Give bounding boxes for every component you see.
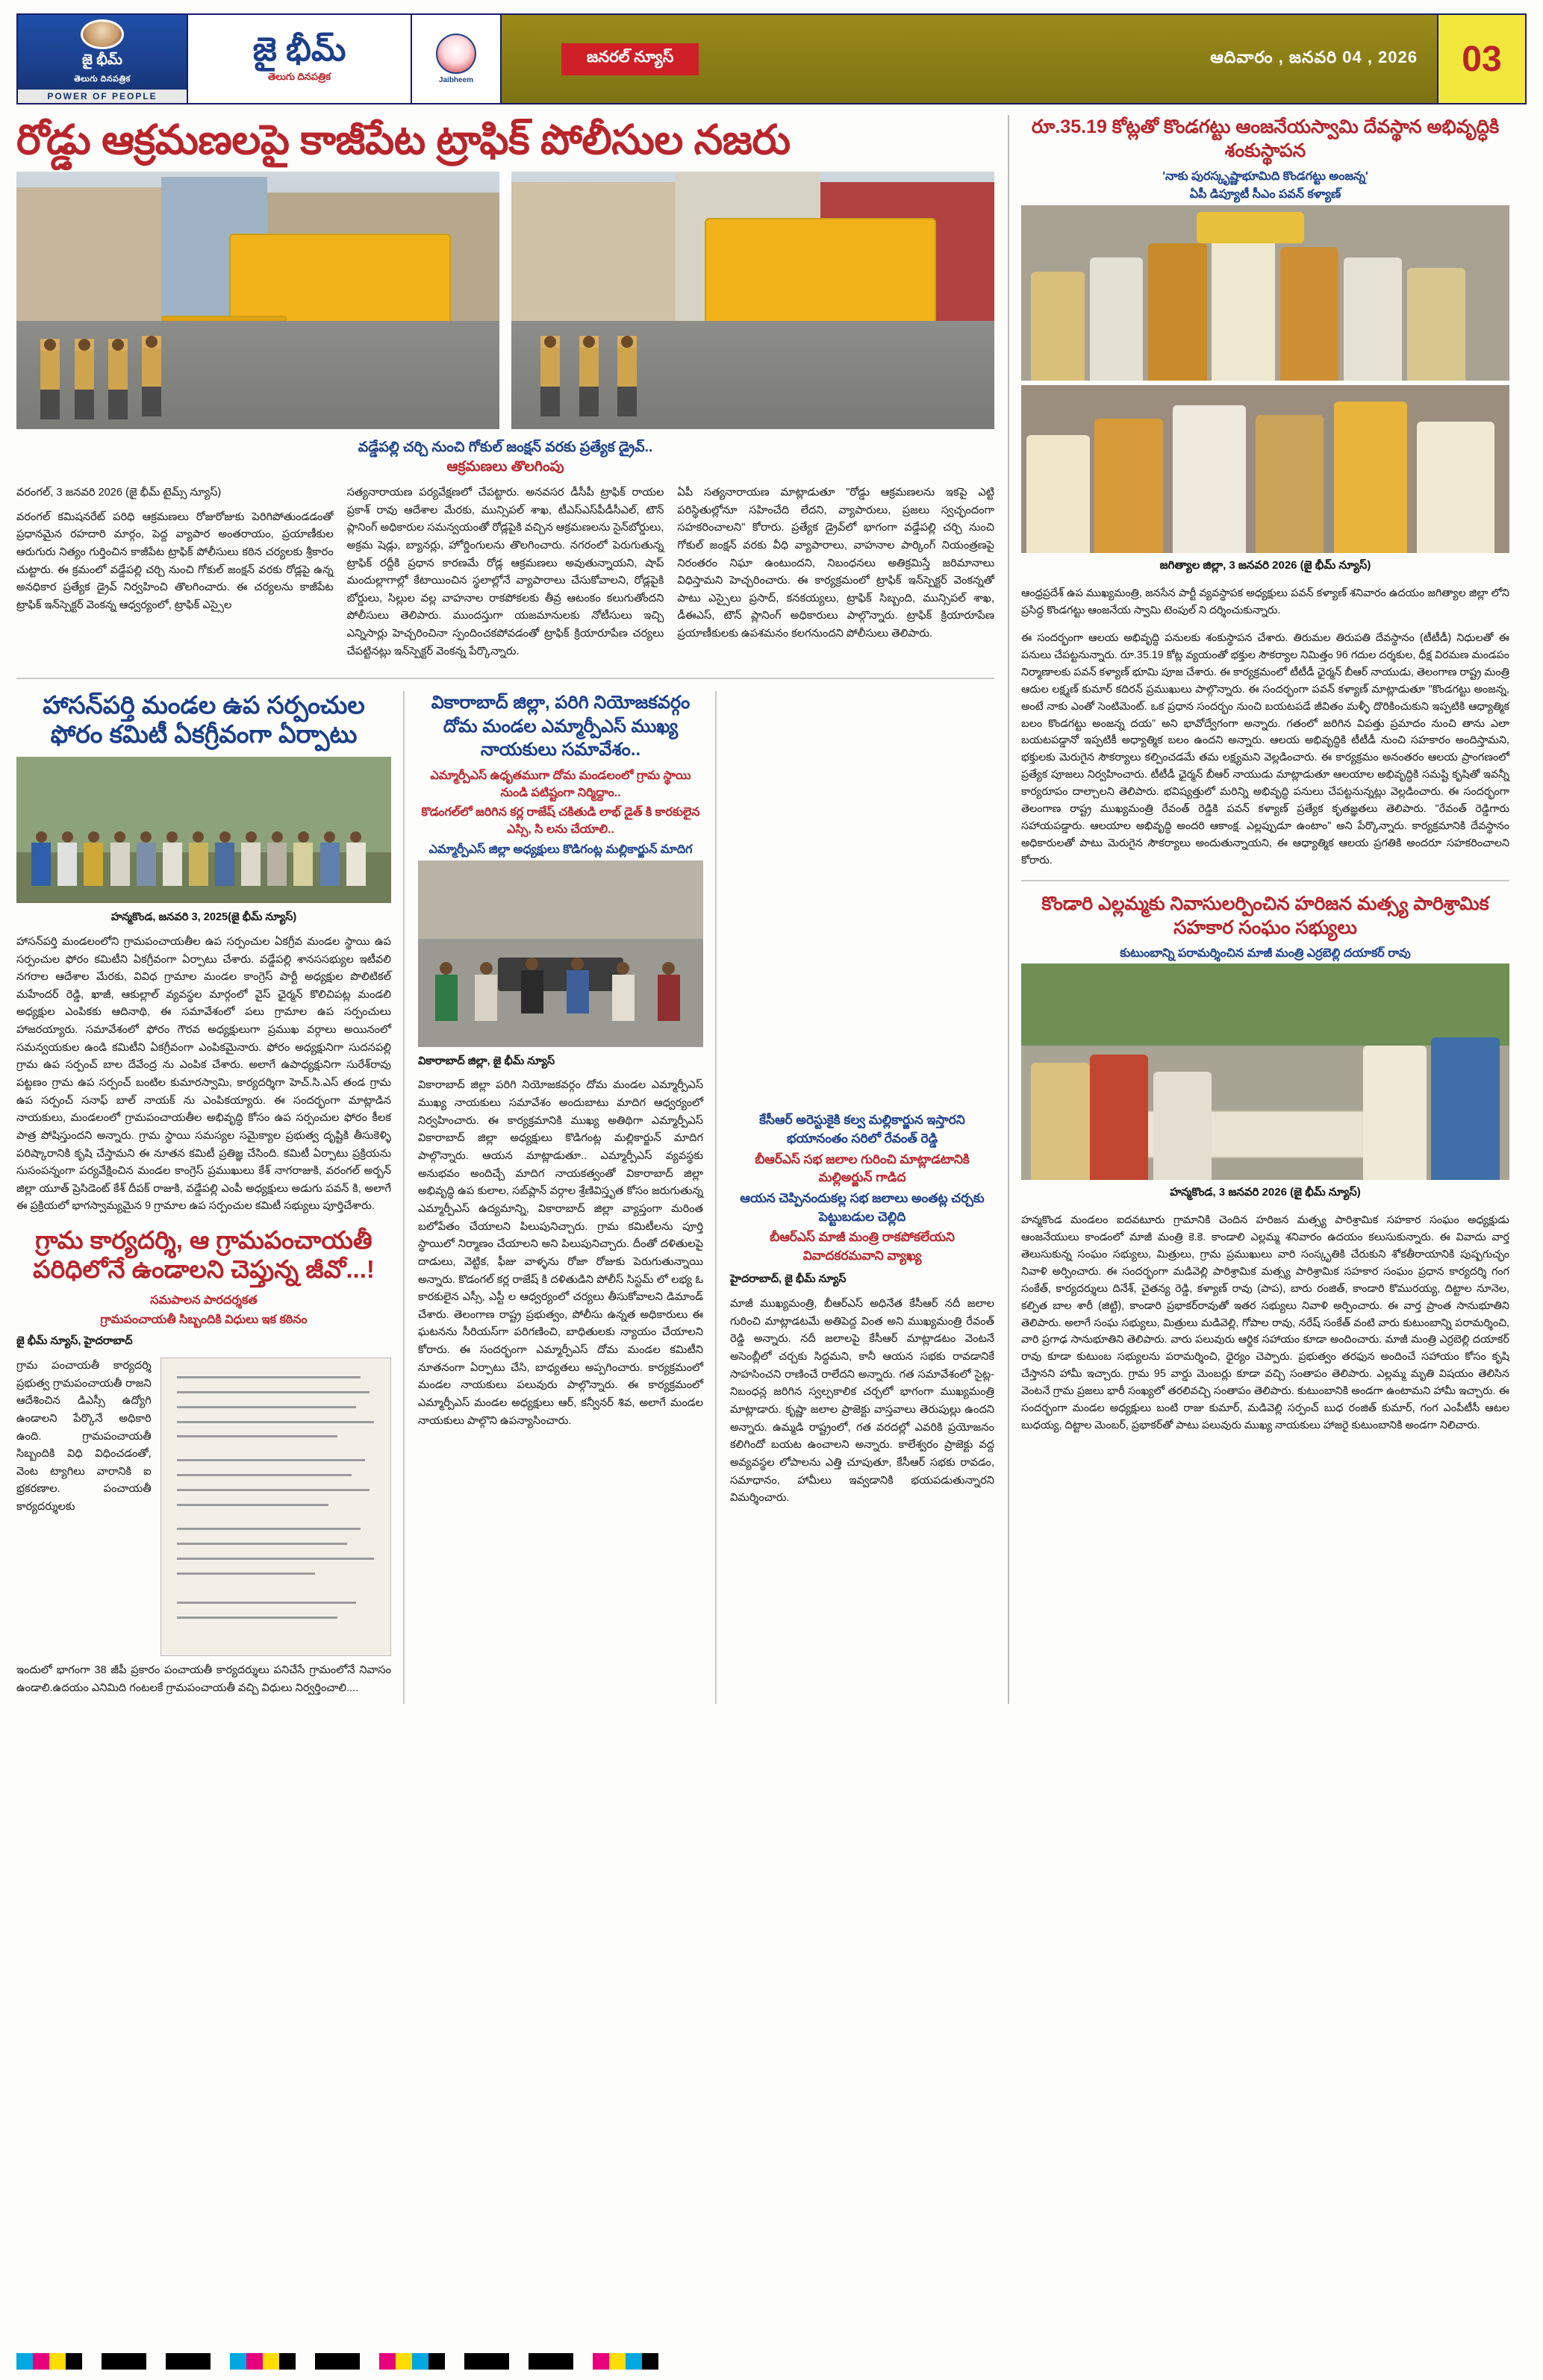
left-lower-section [16,691,994,1704]
story-a-photo [16,757,391,903]
lead-caption-red: ఆక్రమణలు తొలగింపు [446,458,564,475]
story-b-headline: గ్రామ కార్యదర్శి, ఆ గ్రామపంచాయతీ పరిధిలోనే ఉండాలని చెప్తున్న జీవో...! [33,1226,375,1284]
story-a-headline: హాసన్‌పర్తి మండల ఉప సర్పంచుల ఫోరం కమిటీ ఏకగ్రీవంగా ఏర్పాటు [43,691,365,749]
page-number-box [1437,15,1525,103]
masthead-brand-title: జై భీమ్ [252,31,346,68]
lead-body-columns [16,484,994,667]
story-b-sub-1: సమపాలన పారదర్శకత [150,1293,258,1307]
right-story-2-sub: కుటుంబాన్ని పరామర్శించిన మాజీ మంత్రి ఎర్రబెల్లి దయాకర్ రావు [1120,946,1411,960]
divider-right [1021,880,1509,881]
masthead-logo-title: జై భీమ్ [82,52,122,68]
masthead-logo-sub: తెలుగు దినపత్రిక [74,75,131,84]
color-bar-1 [16,2353,82,2370]
story-b-sub-2: గ్రామపంచాయతీ సిబ్బందికి విధులు ఇక కఠినం [100,1314,308,1327]
story-a-block [16,691,405,1704]
story-b-body-2: ఇందులో భాగంగా 38 జీపీ ప్రకారం పంచాయతీ కార్యదర్శులు పనిచేసే గ్రామంలోనే నివాసం ఉండాలి.ఉదయం ఎనిమిది గంటలకే గ్రామపంచాయతీ వచ్చి విధులు నిర్వర్తించాలి.... [16,1664,391,1694]
lead-dateline: వరంగల్, 3 జనవరి 2026 (జై భీమ్ టైమ్స్ న్యూస్) [16,486,222,499]
story-d-line-2: బీఆర్ఎస్ సభ జలాల గురించి మాట్లాడటానికి మల్లిఅర్జున్ గాడిద [755,1152,970,1185]
right-story-1-photo-1 [1021,205,1509,381]
masthead-logo [18,15,188,103]
masthead-emblem [412,15,502,103]
section-category: జనరల్ న్యూస్ [561,43,699,75]
emblem-icon [436,34,476,74]
story-c-dateline: వికారాబాద్ జిల్లా, జై భీమ్ న్యూస్ [418,1055,555,1067]
story-d-block [730,691,994,1704]
emblem-label: Jaibheem [438,76,474,84]
story-c-headline: వికారాబాద్ జిల్లా, పరిగి నియోజకవర్గం దోమ మండల ఎమ్మార్పీఎస్ ముఖ్య నాయకులు సమావేశం.. [431,693,691,760]
right-story-2-location: హన్మకొండ, 3 జనవరి 2026 (జై భీమ్ న్యూస్) [1170,1186,1361,1199]
story-a-body: హాసన్‌పర్తి మండలంలోని గ్రామపంచాయతీల ఉప సర్పంచుల ఏకగ్రీవ మండల స్థాయి ఉప సర్పంచుల ఫోరం కమిటీని ఏకగ్రీవంగా ఏర్పాటు చేశారు. వడ్డేపల్లి శానససభ్యుల ఇటీవలి నగరాల ఆదేశాల మేరకు, వివిధ గ్రామాల మండల కాంగ్రెస్ పార్టీ అధ్యక్షుల పొలిటికల్ మహేందర్ రెడ్డి, ఖాజీ, ఆకుల్లాల్ వ్యవస్థల మార్గంలో వైస్ ఛైర్మన్ కొలిచిపట్ల మండలి అధ్యక్షుల ఎంపికకు ఆదినాథి, ఈ సమావేశంలో పలు గ్రామాల ఉప సర్పంచులు హాజరయ్యారు. సమావేశంలో ఫోరం గౌరవ అధ్యక్షులుగా ప్రముఖ వర్గాలు అయినంలో సమన్వయకుల ఉండి కమిటీని ఏకగ్రీవంగా ఎంపికమైనారు. ఫోరం అధ్యక్షునిగా సుదనపల్లి గ్రామ ఉప సర్పంచ్ బాల దేవేంద్ర ను ఎంపిక చేశారు. అలాగే ఉపాధ్యక్షునిగా సురేశ్‌రావు పట్టణం గ్రామ ఉప సర్పంచ్ బంటిల కుమారస్వామి, కార్యదర్శిగా హెచ్.సి.ఎస్ తండ గ్రామ ఉప సర్పంచ్ సనాఫ్ బాల్ నాయక్ ను ఎంపికయ్యారు. ఈ సందర్భంగా మాట్లాడిన నాయకులు, మండలంలో గ్రామపంచాయతీల అభివృద్ధి కోసం ఉప సర్పంచుల ఫోరం కీలక పాత్ర పోషిస్తుందని అన్నారు. గ్రామ స్థాయి సమస్యల సమైక్యాల ప్రభుత్వ దృష్టికి తీసుకెళ్ళి పరిష్కారానికి కృషి చేస్తామని ఈ నూతన కమిటీ ప్రతిజ్ఞ చేసింది. కమిటీ ఏర్పాటు ప్రక్రియను సుసంపన్నంగా పర్యవేక్షించిన మండల కాంగ్రెస్ ప్రముఖులు కేశ్ నాగరాజుకి, వరంగల్ అర్బన్ జిల్లా యూత్ ప్రెసిడెంట్ కేశ్ దీపక్ రాజుకి, వడ్డేపల్లి ఎంపీ అధ్యక్షులు అడుగు పవన్ కి, అలాగే ఈ ప్రక్రియలో భాగస్వామ్యమైన 9 గ్రామాల ఉప సర్పంచుల కమిటీ సభ్యులు పూర్తిచేశారు. [16,935,391,1213]
page-content [16,115,1527,1704]
story-d-dateline: హైదరాబాద్, జై భీమ్ న్యూస్ [730,1273,847,1286]
story-d-line-4: బీఆర్ఎస్ మాజీ మంత్రి రాకపోకలేయని వివాదకరమవాని వ్యాఖ్య [770,1230,955,1263]
right-story-2-photo [1021,963,1509,1180]
story-c-body: వికారాబాద్ జిల్లా పరిగి నియోజకవర్గం దోమ మండల ఎమ్మార్పీఎస్ ముఖ్య నాయకులు సమావేశం అందుబాటు మాదిగ ఆధ్వర్యంలో నిర్వహించారు. ఈ కార్యక్రమానికి ముఖ్య అతిథిగా ఎమ్మార్పీఎస్ వికారాబాద్ జిల్లా అధ్యక్షులు కొడిగంట్ల మల్లికార్జున్ మాదిగ పాల్గొన్నారు. ఆయన మాట్లాడుతూ.. ఎమ్మార్పీఎస్ వ్యవస్థకు అనుభవం అందిచ్చే మాదిగ నాయకత్వంతో వికారాబాద్ జిల్లా అభివృద్ధి ఉప కులాల, సబ్‌ప్లాన్ వర్గాల శ్రేణివిస్తృత కోసం జరుగుతున్న ఎమ్మార్పీఎస్ ఉద్యమాన్ని, వికారాబాద్ జిల్లా వ్యాప్తంగా మరింత బలోపేతం చేయాలని పిలుపునిచ్చారు. గ్రామ కమిటీలను పూర్తి స్థాయిలో నిర్మాణం చేయాలని అని పిలుపునిచ్చారు. దీంతో దళితులపై దాడులు, వెట్టిక, ఫీజు వాళ్ళను రోజా రోజుకు పెరుగుతున్నాయి అన్నారు. కొడంగల్ కర్ల రాజేష్ కి దళితుడిని పోలీస్ సిస్టమ్ లో లభ్య ఓ కారకులైన ఎస్సీ, ఎస్టీ ల ఆధ్వర్యంలో చర్యలు తీసుకోవాలని డిమాండ్ చేశారు. తెలంగాణ రాష్ట్ర ప్రభుత్వం, పోలీసు ఉన్నత అధికారులు ఈ ఘటనను సీరియస్‌గా పరిగణించి, బాధితులకు న్యాయం చేయాలని కోరారు. ఈ సందర్భంగా ఎమ్మార్పీఎస్ దోమ మండల కమిటీని నూతనంగా ఏర్పాటు చేసి, బాధ్యతలు అప్పగించారు. కార్యక్రమంలో మండల నాయకులు పలువురు పాల్గొన్నారు. ఈ కార్యక్రమంలో ఎమ్మార్పీఎస్ మండల అధ్యక్షులు ఆర్, కన్వీనర్ శివ, అలాగే మండల నాయకులు పాల్గొని ఉపన్యాసించారు. [418,1079,703,1427]
right-column [1008,115,1509,1704]
lead-photo-1 [16,172,499,429]
story-c-line-2: కొడంగల్‌లో జరిగిన కర్ల రాజేష్ చకితుడి లాభ్ డైత్ కి కారకులైన ఎస్సి, సి లను చేయాలి.. [421,806,700,837]
color-bar-black-5 [529,2353,573,2370]
lead-col-2: సత్యనారాయణ పర్యవేక్షణలో చేపట్టారు. అనవసర డీసీపీ ట్రాఫిక్ రాయల ప్రకాశ్ రావు ఆదేశాల మేరకు, మున్సిపల్ శాఖ, టీఎస్‌ఎస్‌పీడీసీఎల్, టౌన్ ప్లానింగ్ అధికారుల సమన్వయంతో రోడ్లపైకి వచ్చిన ఆక్రమణలను సైన్‌బోర్డులు, అక్రమ షెడ్లు, బ్యానర్లు, హోర్డింగులను తొలగించారు. నగరంలో పెరుగుతున్న ట్రాఫిక్ రద్దీకి ప్రధాన కారణమే రోడ్ల ఆక్రమణలు అవుతున్నాయని, షాప్ మందుల్లాగాల్లో కేటాయించిన స్థలాల్లోనే వ్యాపారాలు చేసుకోవాలని, రోడ్లపైకి బోర్డులు, సిల్లుల వల్ల వాహనాల రాకపోకలకు తీవ్ర ఆటంకం కలుగుతోందని పోలీసులు తెలిపారు. ముందస్తుగా యజమానులకు నోటీసులు ఇచ్చి ఎన్నిసార్లు హెచ్చరించినా స్పందించకపోవడంతో ట్రాఫిక్ క్రియారూపేణ చర్యలు చేపట్టినట్లు ఇన్‌స్పెక్టర్ వెంకన్న పేర్కొన్నారు. [346,486,664,658]
color-bar-4 [593,2353,658,2370]
issue-date: ఆదివారం , జనవరి 04 , 2026 [1210,47,1418,66]
lead-photo-row [16,172,994,429]
right-story-1-headline: రూ.35.19 కోట్లతో కొండగట్టు ఆంజనేయస్వామి దేవస్థాన అభివృద్ధికి శంకుస్థాపన [1031,116,1500,161]
story-c-block [418,691,717,1704]
lead-caption-blue: వడ్డేపల్లి చర్చి నుంచి గోకుల్ జంక్షన్ వరకు ప్రత్యేక డ్రైవ్.. [358,440,653,456]
story-b-dateline: జై భీమ్ న్యూస్, హైదరాబాద్ [16,1335,133,1348]
right-story-1-photo-2 [1021,385,1509,553]
lead-col-1: వరంగల్ కమిషనరేట్ పరిధి ఆక్రమణలు రోజురోజుకు పెరిగిపోతుండడంతో ప్రధానమైన రహదారి మార్గం, పెద్ద వ్యాపార అంతరాయం, ప్రయాణీకుల ఆరుగురు నిత్యం గుర్తించిన కాజీపేట ట్రాఫిక్ పోలీసులు కఠిన చర్యలకు శ్రీకారం చుట్టారు. ఈ క్రమంలో వడ్డేపల్లి చర్చి నుంచి గోకుల్ జంక్షన్ వరకు రోడ్లపై ఉన్న అనధికార ప్రత్యేక డ్రైవ్ నిర్వహించి తొలగించారు. ఈ చర్యలను కాజీపేట ట్రాఫిక్ ఇన్‌స్పెక్టర్ వెంకన్న ఆధ్వర్యంలో, ట్రాఫిక్ ఎస్సైల [16,510,334,611]
right-story-1-sub-1: 'నాకు పురస్కృష్ణాభూమిది కొండగట్టు అంజన్న' [1162,170,1368,183]
story-c-line-3: ఎమ్మార్పీఎస్ జిల్లా అధ్యక్షులు కొడిగంట్ల మల్లికార్జున్ మాదిగ [428,843,693,856]
divider [16,678,994,679]
story-c-photo [418,861,703,1047]
color-bar-black-1 [102,2353,146,2370]
print-color-bars [16,2353,1527,2370]
story-a-dateline: హన్మకొండ, జనవరి 3, 2025(జై భీమ్ న్యూస్) [110,911,297,924]
left-column [16,115,994,1704]
masthead-brand [188,15,412,103]
lead-headline: రోడ్డు ఆక్రమణలపై కాజీపేట ట్రాఫిక్ పోలీసుల నజరు [16,116,791,163]
masthead [16,13,1527,104]
right-story-1-body: ఈ సందర్భంగా ఆలయ అభివృద్ధి పనులకు శంకుస్థాపన చేశారు. తిరుమల తిరుపతి దేవస్థానం (టీటీడీ) నిధులతో ఈ పనులు చేపట్టనున్నారు. రూ.35.19 కోట్ల వ్యయంతో భక్తుల సౌకర్యాల నిమిత్తం 96 గదుల దర్శకుల, ధీక్ష విరమణ మండపం నిర్మాణాలకు పవన్ కళ్యాణ్ భూమి పూజ చేశారు. ఈ కార్యక్రమంలో టీటీడీ ఛైర్మన్ బీఆర్ నాయుడు, తెలంగాణ రాష్ట్ర మంత్రి ఆదుల లక్ష్మణ్ కుమార్ కదిరన్ ప్రముఖులు పాల్గొన్నారు. ఈ సందర్భంగా పవన్ కళ్యాణ్ మాట్లాడుతూ "కొండగట్టు అంజన్న, అంటే నాకు ఎంతో సెంటిమెంట్. ఒక ప్రధాన సందర్భం నుంచి బయటపడే జీవితం మళ్ళీ దొరికించుకుని ఇప్పటికి ఆధ్యాత్మిక బలం కొండగట్టు అంజన్న దయ" అని భావోద్వేగంగా అన్నారు. గతంలో జరిగిన విపత్తు ప్రమాదం నుంచి తాను ఎలా బయటపడ్డానో ఇప్పటికీ అధ్యాత్మిక బలం ఉందని అన్నారు. ఆలయ అభివృద్ధికి టీటీడీ నుంచి సహకారం అందిస్తామని, భక్తులకు మెరుగైన సౌకర్యాలు కల్పించడమే తమ లక్ష్యమని వెల్లడించారు. ఈ కార్యక్రమం అనంతరం ఆలయ ప్రాంగణంలో ప్రత్యేక పూజలు నిర్వహించారు. టీటీడీ ఛైర్మన్ బీఆర్ నాయుడు మాట్లాడుతూ ఆలయాల అభివృద్ధికి సమష్టి కృషితో ఇవన్నీ కార్యరూపం దాల్చాలని తెలిపారు. భవిష్యత్తులో మరిన్ని అభివృద్ధి పనులు చేపట్టనున్నట్లు వెల్లడించారు. ఈ సందర్భంగా తెలంగాణ రాష్ట్ర ముఖ్యమంత్రి రేవంత్ రెడ్డికి పవన్ కళ్యాణ్ ప్రత్యేక కృతజ్ఞతలు తెలిపారు. "రేవంత్ రెడ్డిగారు సహాయపడ్డారు. ఆలయాల అభివృద్ధి అందరి ఆకాంక్ష. ఎల్లప్పుడూ ఉంటాం" అని పేర్కొన్నారు. కార్యక్రమానికి దేవస్థానం అధికారులతో పాటు మెరుగైన సౌకర్యాలు అందుతున్నాయని, ఈ ఆధ్యాత్మిక ఆలయ ప్రగతికి అందరూ సహకరించాలని కోరారు. [1021,632,1509,866]
lead-col-3: ఏపీ సత్యనారాయణ మాట్లాడుతూ "రోడ్డు ఆక్రమణలను ఇకపై ఎట్టి పరిస్థితుల్లోనూ సహించేది లేదని, వ్యాపారులు, ప్రజలు స్వచ్ఛందంగా సహకరించాలని" కోరారు. ప్రత్యేక డ్రైవ్‌లో భాగంగా వడ్డేపల్లి చర్చి నుంచి గోకుల్ జంక్షన్ వరకు వీధి వ్యాపారాలు, వాహనాల పార్కింగ్ నియంత్రణపై నిరంతరం నిఘా ఉంటుందని, నిబంధనలు అతిక్రమిస్తే జరిమానాలు విధిస్తామని హెచ్చరించారు. ఈ కార్యక్రమంలో ట్రాఫిక్ ఇన్‌స్పెక్టర్ వెంకన్నతో పాటు ఎస్సైలు ప్రసాద్, కనకయ్యలు, ట్రాఫిక్ సిబ్బంది, మున్సిపల్ శాఖ, డీఈఎస్, టౌన్ ప్లానింగ్ అధికారులు పాల్గొన్నారు. ట్రాఫిక్ క్రియారూపేణ ప్రయాణీకులకు ఉపశమనం కలగనుందని పోలీసులు తెలిపారు. [677,486,995,640]
color-bar-black-4 [464,2353,509,2370]
masthead-band [502,15,1437,103]
color-bar-black-3 [315,2353,360,2370]
right-story-2-body: హన్మకొండ మండలం ఐదవటూరు గ్రామానికి చెందిన హరిజన మత్స్య పారిశ్రామిక సహకార సంఘం అధ్యక్షుడు ఆంజనేయులు కాండంలో మాజీ మంత్రి కె.కె. కాండాలి ఎల్లమ్మ శనివారం ఉదయం కలుసుకున్నారు. ఈ వివాదు వార్త తెలుసుకున్న సంఘం సభ్యులు, మిత్రులు, గ్రామ ప్రముఖులు వారి సంస్కృతికి చేరుకుని శోకతీరాయానికి పుష్పగుచ్ఛం నివాళి అర్పించారు. ఈ సందర్భంగా మడివెల్లి పారిశ్రామిక మత్స్య పారిశ్రామిక సహకార సంఘం ప్రధాన కార్యదర్శి గంగ సంకేత్, కార్యదర్శులు దినేశ్, చైతన్య రెడ్డి, కళ్యాణ్ రావు (పాప), బారు రంజిత్, కాండారి కొమురయ్య, దిట్టాల నూనెల, కల్పిత బాల శారీ (జిట్టి), కాండారి ప్రభాకర్‌రావుతో ఇతర సభ్యులు నివాళి అర్పించారు. ఈ వార్త ప్రాంత సానుభూతిని తెలిపారు. అలాగే సంఘ సభ్యులు, మిత్రులు మడివెల్లి, గోపాల రావు, నరేష్ సంకేత్ వంటి వారు కుటుంబాన్ని పరామర్శించి, వారి ప్రగాఢ సానుభూతిని తెలిపారు. వారు పలువురు ఆర్థిక సహాయం కూడా అందించారు. మాజీ మంత్రి ఎర్రబెల్లి దయాకర్ రావు కూడా కుటుంబ సభ్యులను పరామర్శించి, ధైర్యం చెప్పారు. ప్రభుత్వం తరఫున అందించే సహాయం కోసం కృషి చేస్తానని హామీ ఇచ్చారు. గ్రామ 95 వార్డు మెంబర్లు కూడా వచ్చి సంతాపం తెలిపారు. ఎల్లమ్మ మృతి విషయం తెలిసిన వెంటనే గ్రామ ప్రజలు భారీ సంఖ్యలో తరలివచ్చి సంతాపం తెలిపారు. కుటుంబానికి అండగా ఉంటామని హామీ ఇచ్చారు. ఈ సందర్భంగా మండల అధ్యక్షులు బంటి రాజు కుమార్, మడివెల్లి సర్పంచ్ బుధ రంజిత్ కుమార్, గంగ ఎంపీటీసీ ఆటల బుధయ్య, దిట్టాల మెంబర్, ప్రభాకర్‌తో పాటు పలువురు ముఖ్య నాయకులు హాజరై కుటుంబానికి అండగా నిలిచారు. [1021,1214,1509,1431]
right-story-2-headline: కొండారి ఎల్లమ్మకు నివాసులర్పించిన హరిజన మత్స్య పారిశ్రామిక సహకార సంఘం సభ్యులు [1041,893,1489,938]
right-story-1-dateline: ఆంధ్రప్రదేశ్ ఉప ముఖ్యమంత్రి, జనసేన పార్టీ వ్యవస్థాపక అధ్యక్షులు పవన్ కళ్యాణ్ శనివారం ఉదయం జగిత్యాల జిల్లా లోని ప్రసిద్ధ కొండగట్టు ఆంజనేయ స్వామి టెంపుల్ ని దర్శించుకున్నారు. [1021,587,1509,616]
story-b-body: గ్రామ పంచాయతీ కార్యదర్శి ప్రభుత్వ గ్రామపంచాయతీ రాజని ఆదేశించిన డిఎస్సీ ఉద్యోగి ఉండాలని పేర్కొనే అధికారి ఉంది. గ్రామపంచాయతీ సిబ్బందికి విధి విధించడంతో, వెంట ట్యాగిలు వారానికి ఐ భ్రకరణాల. పంచాయతీ కార్యదర్శులకు [16,1360,152,1514]
right-story-1-location: జగిత్యాల జిల్లా, 3 జనవరి 2026 (జై భీమ్ న్యూస్) [1159,558,1371,572]
page-number: 03 [1462,39,1502,79]
story-c-line-1: ఎమ్మార్పీఎస్ ఉధృతముగా దోమ మండలంలో గ్రామ స్థాయి నుండి పటిష్టంగా నిర్మిద్దాం.. [430,769,691,800]
lead-photo-2 [511,172,994,429]
masthead-logo-bar: POWER OF PEOPLE [18,90,187,103]
story-d-line-3: ఆయన చెప్పినందుకల్ల సభ జలాలు అంతట్ల చర్చకు పెట్టుబడుల చెల్లిది [740,1190,985,1224]
story-b-document-photo [160,1358,391,1656]
right-story-1-sub-2: ఏపీ డిప్యూటీ సీఎం పవన్ కళ్యాణ్ [1189,188,1341,202]
color-bar-3 [379,2353,445,2370]
color-bar-2 [230,2353,296,2370]
story-d-body: మాజీ ముఖ్యమంత్రి, బీఆర్ఎస్ అధినేత కేసీఆర్ నదీ జలాల గురించి మాట్లాడటమే అతిపెద్ద వింత అని ముఖ్యమంత్రి రేవంత్ రెడ్డి అన్నారు. నదీ జలాలపై కేసీఆర్ మాట్లాడటం వెంటనే అసెంబ్లీలో చర్చకు సిద్ధమని, కానీ ఆయన సభకు రావడానికే సాహసించని రాణించే రాలేదని అన్నారు. గత సమావేశంలో సైట్ల-నిబంధన్ల జరిగిన స్వల్పకాలిక చర్చలో భాగంగా ముఖ్యమంత్రి మాట్లాడారు. కృష్ణా జలాల ప్రాజెక్టు వాస్తవాలు తెరుపుల్లు ఉందని అన్నారు. ఉమ్మడి రాష్ట్రంలో, గత వరదల్లో ఎవరికి ప్రయోజనం కలిగిందో బయట ఉంచాలని అన్నారు. కాలేశ్వరం ప్రాజెక్టు వద్ద అవ్యవస్థల లోపాలను ఎత్తి చూపుతూ, కేసీఆర్ సభకు రావడం, సమాధానం, హామీలు ఇవ్వడానికి భయపడుతున్నారని విమర్శించారు. [730,1298,994,1505]
color-bar-black-2 [166,2353,211,2370]
portrait-icon [81,19,124,49]
story-d-line-1: కేసీఆర్ అరెస్టుకైకి కల్వ మల్లికార్జున ఇస్తారని భయానంతం సరిలో రేవంత్ రెడ్డి [759,1113,965,1146]
masthead-brand-sub: తెలుగు దినపత్రిక [267,70,331,82]
